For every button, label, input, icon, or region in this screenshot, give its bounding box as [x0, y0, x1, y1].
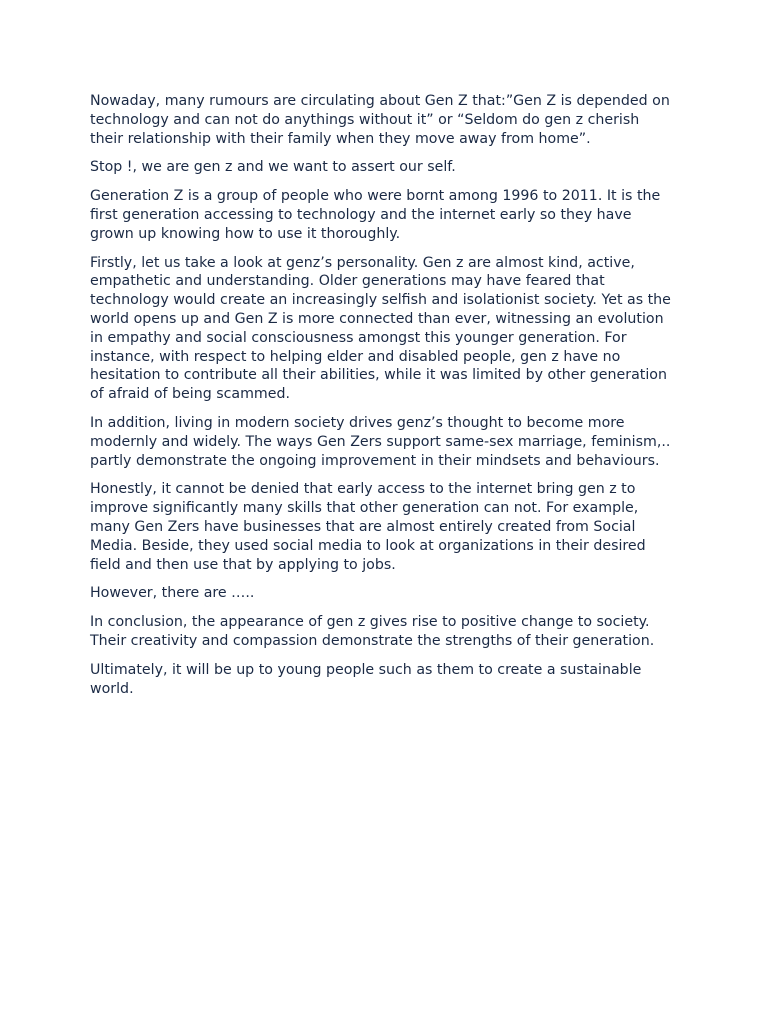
- paragraph-however: However, there are …..: [90, 585, 255, 602]
- paragraph-intro: Nowaday, many rumours are circulating about Gen Z that:”Gen Z is depended on technology and can not do anythings without it” or “Seldom do gen z cherish their relationship with their family when they move away from home”.: [90, 93, 670, 147]
- paragraph-personality: Firstly, let us take a look at genz’s personality. Gen z are almost kind, active, empathetic and understanding. Older generations may have feared that technology would create an increasingly selfish and isolationist society. Yet as the world opens up and Gen Z is more connected than ever, witnessing an evolution in empathy and social consciousness amongst this younger generation. For instance, with respect to helping elder and disabled people, gen z have no hesitation to contribute all their abilities, while it was limited by other generation of afraid of being scammed.: [90, 254, 671, 403]
- paragraph-skills: Honestly, it cannot be denied that early access to the internet bring gen z to improve significantly many skills that other generation can not. For example, many Gen Zers have businesses that are almost entirely created from Social Media. Beside, they used social media to look at organizations in their desired field and then use that by applying to jobs.: [90, 481, 646, 573]
- paragraph-ultimately: Ultimately, it will be up to young people such as them to create a sustainable world.: [90, 661, 642, 697]
- paragraph-definition: Generation Z is a group of people who were bornt among 1996 to 2011. It is the first generation accessing to technology and the internet early so they have grown up knowing how to use it thoroughly.: [90, 188, 661, 242]
- paragraph-conclusion: In conclusion, the appearance of gen z gives rise to positive change to society. Their creativity and compassion demonstrate the strengths of their generation.: [90, 614, 655, 649]
- paragraph-modern-society: In addition, living in modern society drives genz’s thought to become more modernly and widely. The ways Gen Zers support same-sex marriage, feminism,.. partly demonstrate the ongoing improvement in their mindsets and behaviours.: [90, 414, 671, 469]
- paragraph-assert: Stop !, we are gen z and we want to assert our self.: [90, 159, 456, 176]
